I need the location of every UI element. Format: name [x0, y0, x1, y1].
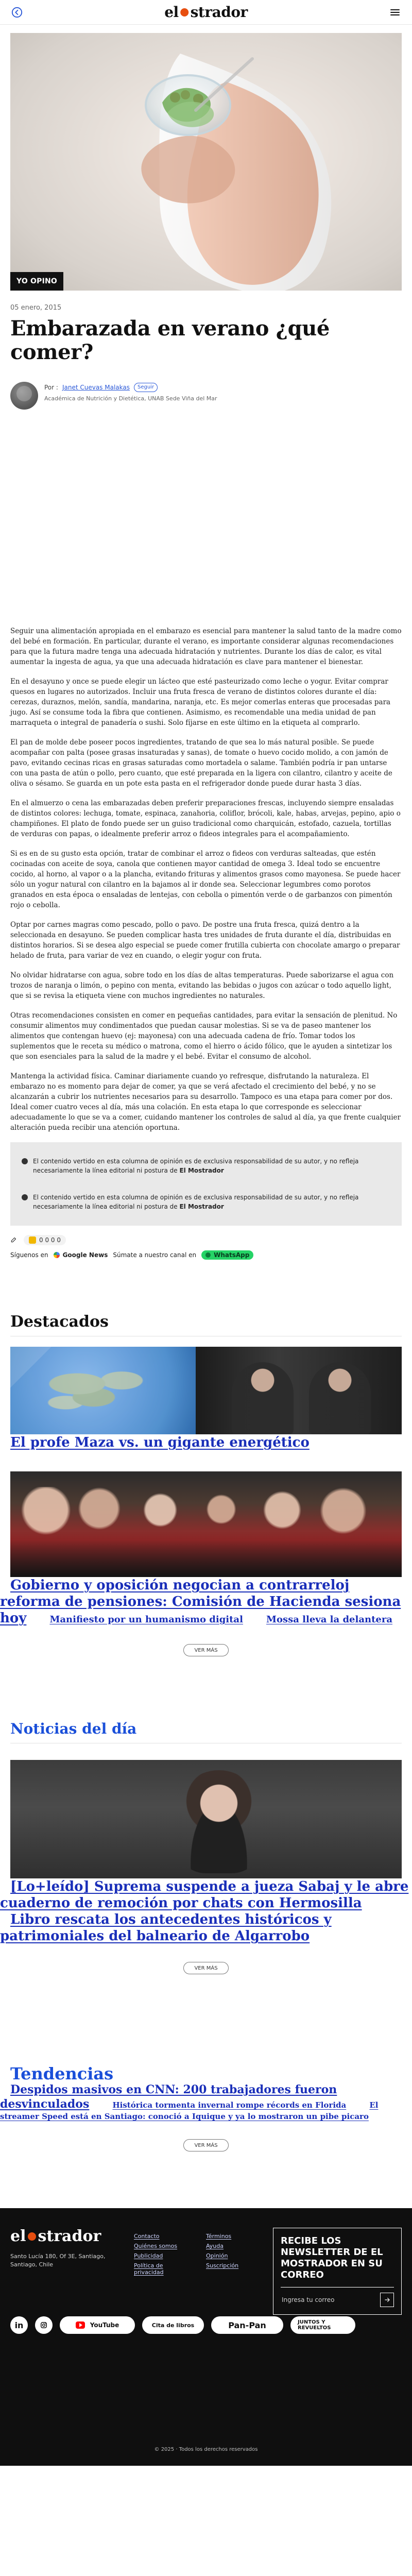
portrait-thumbnail	[175, 1770, 263, 1873]
youtube-icon	[76, 2321, 85, 2329]
author-block	[10, 382, 402, 410]
panpan-button[interactable]	[211, 2316, 283, 2334]
destacado-link[interactable]: Mossa lleva la delantera	[266, 1614, 392, 1625]
article-paragraph: El pan de molde debe poseer pocos ingredientes, tratando de que sea lo más natural posible. Se puede acompañar con palta (posee grasas insaturadas y sanas), de tomate o huevo cocido molido, a con jamón de pavo, evitando cecinas ricas en grasas saturadas como mortadela o salame. También podría ir pan untarse con una pasta de atún o pollo, pero cuanto, que esté preparada en la ligera con cilantro, cilantro y aceite de oliva o sésamo. Se guarda en un pote esta pasta en el refrigerador donde puede durar hasta 3 días.	[10, 738, 392, 788]
author-prefix: Por :	[44, 384, 58, 391]
article-date: 05 enero, 2015	[10, 304, 62, 312]
disclaimer-brand: El Mostrador	[179, 1203, 224, 1210]
article-paragraph: Otras recomendaciones consisten en comer en pequeñas cantidades, para evitar la sensación de plenitud. No consumir alimentos muy condimentados que puedan causar molestias. Si se va de paseo mantener los alimentos que contengan huevo (ej: mayonesa) con una adecuada cadena de frío. Tomar todos los suplementos que le receta su médico o matrona, como el hierro o ácido fólico, que le ayuden a sintetizar los que son esenciales para la salud de la madre y el bebé. Evitar el consumo de alcohol.	[10, 1011, 398, 1061]
people-thumbnail	[196, 1347, 402, 1434]
article-title: Embarazada en verano ¿qué comer?	[10, 316, 330, 364]
article-paragraph: Si es en de su gusto esta opción, tratar de combinar el arroz o fideos con verduras salteadas, que estén cocinadas con aceite de soya, canola que contienen mayor cantidad de omega 3. Ideal todo se encuentre cocido, al horno, al vapor o a la plancha, evitando frituras y alimentos grasos como mayonesa. Se puede hacer sólo un yogur natural con cilantro en la bajamos al ir donde sea. Seleccionar legumbres como porotos granados en esta época o ensaladas de lentejas, con cebolla o pimentón verde o de garbanzos con pimentón rojo o cebolla.	[10, 850, 401, 909]
newsletter-box	[273, 2228, 402, 2315]
footer-inner	[0, 2208, 412, 2315]
destacado-image-2[interactable]	[10, 1471, 402, 1577]
bullet-icon	[22, 1194, 28, 1200]
youtube-button[interactable]	[60, 2316, 135, 2334]
footer-links	[134, 2228, 263, 2276]
channel-label: Súmate a nuestro canal en	[113, 1251, 197, 1259]
disclaimer-item	[22, 1157, 390, 1175]
disclaimer-line: El contenido vertido en esta columna de opinión es de exclusiva responsabilidad de su autor, y no refleja necesariamente la línea editorial ni postura de	[33, 1194, 359, 1210]
juntos-revueltos-button[interactable]	[290, 2316, 355, 2334]
copyright: © 2025 · Todos los derechos reservados	[154, 2447, 258, 2452]
tendencias-item-link[interactable]: Histórica tormenta invernal rompe récords en Florida	[112, 2100, 347, 2110]
disclaimer-text	[33, 1157, 390, 1175]
author-line	[44, 383, 217, 392]
hamburger-icon	[389, 6, 401, 19]
footer-logo-dot-icon	[28, 2232, 36, 2241]
instagram-button[interactable]	[35, 2316, 53, 2334]
footer-link[interactable]: Términos	[206, 2233, 232, 2240]
site-header	[0, 0, 412, 25]
footer-link[interactable]: Ayuda	[206, 2243, 224, 2249]
reactions-pill[interactable]	[24, 1235, 66, 1245]
tendencias-item-link[interactable]: El streamer Speed está en Santiago: conoció a Iquique y ya lo mostraron un pibe picaro	[0, 2100, 379, 2121]
site-logo[interactable]	[164, 4, 248, 21]
destacado-image-1[interactable]	[10, 1347, 402, 1434]
whatsapp-icon	[205, 1252, 211, 1258]
menu-button[interactable]	[386, 4, 404, 21]
footer-link[interactable]: Política de privacidad	[134, 2262, 164, 2276]
linkedin-icon: in	[14, 2320, 24, 2330]
follow-row	[10, 1250, 402, 1260]
footer-logo-left: el	[10, 2227, 26, 2245]
footer-link[interactable]: Contacto	[134, 2233, 160, 2240]
arrow-right-icon	[384, 2296, 391, 2303]
article-body	[10, 626, 402, 1133]
tendencias-lead-link[interactable]: Despidos masivos en CNN: 200 trabajadores fueron desvinculados	[0, 2083, 337, 2111]
instagram-icon	[39, 2320, 48, 2330]
disclaimer-line: El contenido vertido en esta columna de opinión es de exclusiva responsabilidad de su autor, y no refleja necesariamente la línea editorial ni postura de	[33, 1158, 359, 1174]
article-paragraph: Mantenga la actividad física. Caminar diariamente cuando yo refresque, disfrutando la naturaleza. El embarazo no es momento para dejar de comer, ya que se verá afectado el crecimiento del bebé, y no se alcanzarán a cubrir los nutrientes necesarios para su desarrollo. Tampoco es una etapa para comer por dos. Ideal comer cuatro veces al día, más una colación. En esta etapa lo que corresponde es seleccionar adecuadamente lo que se va a comer, cuidando mantener los controles de salud al día, ya que frente cualquier alteración pueda recibir una atención oportuna.	[10, 1072, 401, 1132]
tendencias-more-button[interactable]: VER MÁS	[183, 2139, 229, 2151]
newsletter-submit-button[interactable]	[380, 2293, 394, 2307]
noticias-more-button[interactable]: VER MÁS	[183, 1962, 229, 1974]
article-paragraph: En el desayuno y once se puede elegir un lácteo que esté pasteurizado como leche o yogur. Evitar comprar quesos en lugares no autorizados. Incluir una fruta fresca de verano de distintos colores durante el día: cerezas, duraznos, melón, sandía, mandarina, naranja, etc. Es mejor comerlas enteras que procesadas para jugo. Así se consume toda la fibra que contienen. Asimismo, es recomendable una media unidad de pan marraqueta o integral de panadería o sushi. Solo fíjarse en este último en la etiqueta al comprarlo.	[10, 677, 391, 727]
footer-brand	[10, 2228, 124, 2269]
destacados-more-button[interactable]: VER MÁS	[183, 1644, 229, 1656]
hero-image	[10, 33, 402, 291]
noticias-second-title[interactable]: Libro rescata los antecedentes históricos y patrimoniales del balneario de Algarrobo	[0, 1912, 332, 1944]
footer-link[interactable]: Suscripción	[206, 2262, 239, 2269]
share-row	[10, 1235, 402, 1245]
footer-badges	[10, 2316, 402, 2334]
author-name-link[interactable]: Janet Cuevas Malakas	[62, 384, 130, 391]
author-avatar	[10, 382, 38, 410]
reactions-count: 0 0 0 0	[39, 1236, 61, 1244]
newsletter-email-input[interactable]	[281, 2296, 376, 2304]
section-title-noticias: Noticias del día	[10, 1720, 402, 1743]
destacado-title-2[interactable]: Gobierno y oposición negocian a contrarreloj reforma de pensiones: Comisión de Hacienda sesiona hoy	[0, 1578, 401, 1626]
footer-address: Santo Lucía 180, Of 3E, Santiago, Santiago, Chile	[10, 2253, 106, 2268]
author-follow-button[interactable]: Seguir	[134, 383, 158, 392]
newsletter-title: RECIBE LOS NEWSLETTER DE EL MOSTRADOR EN SU CORREO	[281, 2235, 383, 2280]
map-thumbnail	[10, 1347, 196, 1434]
group-photo	[15, 1487, 397, 1564]
article-paragraph: No olvidar hidratarse con agua, sobre todo en los días de altas temperaturas. Puede saborizarse el agua con trozos de naranja o limón, o pepino con menta, evitando las bebidas o jugos con azúcar o todo aquello light, que si se revisa la etiqueta viene con muchos ingredientes no naturales.	[10, 971, 394, 1000]
destacado-link[interactable]: Manifiesto por un humanismo digital	[49, 1614, 243, 1625]
author-meta	[44, 382, 217, 402]
hero-tag: YO OPINO	[10, 272, 63, 291]
footer-link[interactable]: Publicidad	[134, 2252, 163, 2259]
noticias-lead-title[interactable]: [Lo+leído] Suprema suspende a jueza Sabaj y le abre cuaderno de remoción por chats con Hermosilla	[0, 1879, 409, 1911]
footer-link[interactable]: Quiénes somos	[134, 2243, 178, 2249]
youtube-label: YouTube	[90, 2321, 119, 2329]
whatsapp-label: WhatsApp	[214, 1251, 250, 1259]
disclaimer-text	[33, 1193, 390, 1211]
footer-logo-right: strador	[38, 2227, 101, 2245]
disclaimer-item	[22, 1193, 390, 1211]
whatsapp-channel-link[interactable]	[201, 1250, 253, 1260]
cita-libros-label: Cita de libros	[151, 2321, 195, 2329]
logo-text-right: strador	[190, 4, 248, 21]
bullet-icon	[22, 1158, 28, 1164]
author-role: Académica de Nutrición y Dietética, UNAB Sede Viña del Mar	[44, 395, 217, 402]
destacado-title-1[interactable]: El profe Maza vs. un gigante energético	[10, 1435, 310, 1450]
follow-prefix: Síguenos en	[10, 1251, 48, 1259]
logo-text-left: el	[164, 4, 179, 21]
article-paragraph: Optar por carnes magras como pescado, pollo o pavo. De postre una fruta fresca, quizá dentro a la seleccionada en desayuno. Se pueden complicar hasta tres unidades de fruta durante el día, distribuidas en distintos horarios. Si se desea algo especial se puede comer frutilla cubierta con chocolate amargo o preparar helado de fruta, para variar de vez en cuando, o elegir yogur con fruta.	[10, 921, 400, 960]
edit-icon[interactable]	[10, 1236, 18, 1245]
opinion-disclaimer	[10, 1142, 402, 1226]
site-footer	[0, 2208, 412, 2466]
article-paragraph: En el almuerzo o cena las embarazadas deben preferir preparaciones frescas, incluyendo siempre ensaladas de distintos colores: lechuga, tomate, espinaca, zanahoria, coliflor, brócoli, kale, habas, arvejas, pepino, apio o champiñones. El plato de fondo puede ser un guiso tradicional como charquicán, estofado, cazuela, tortillas de verduras con papas, o idealmente preferir arroz o fideos integrales para el acompañamiento.	[10, 799, 401, 838]
section-title-destacados: Destacados	[10, 1313, 402, 1336]
juntos-label: JUNTOS Y REVUELTOS	[298, 2319, 331, 2331]
back-button[interactable]	[8, 4, 26, 21]
disclaimer-brand: El Mostrador	[179, 1167, 224, 1174]
google-news-link[interactable]	[54, 1251, 108, 1259]
logo-dot-icon	[181, 8, 189, 16]
article-paragraph: Seguir una alimentación apropiada en el embarazo es esencial para mantener la salud tanto de la madre como del bebé en formación. En particular, durante el verano, es importante considerar algunas recomendaciones para que la futura madre tenga una adecuada hidratación y nutrientes. Durante los días de calor, es vital aumentar la ingesta de agua, ya que una adecuada hidratación es clave para mantener el bienestar.	[10, 627, 402, 666]
cita-libros-button[interactable]	[142, 2316, 204, 2334]
footer-link[interactable]: Opinión	[206, 2252, 228, 2259]
reaction-icon	[29, 1236, 36, 1244]
footer-logo[interactable]	[10, 2228, 124, 2245]
panpan-label: Pan-Pan	[228, 2320, 266, 2330]
google-news-label: Google News	[62, 1251, 108, 1259]
pregnant-woman-salad-illustration	[10, 33, 402, 291]
google-news-icon	[54, 1252, 60, 1258]
back-icon	[11, 7, 23, 18]
section-title-tendencias: Tendencias	[10, 2064, 114, 2083]
linkedin-button[interactable]	[10, 2316, 28, 2334]
newsletter-input-row	[281, 2287, 394, 2307]
noticias-lead-image[interactable]	[10, 1760, 402, 1878]
